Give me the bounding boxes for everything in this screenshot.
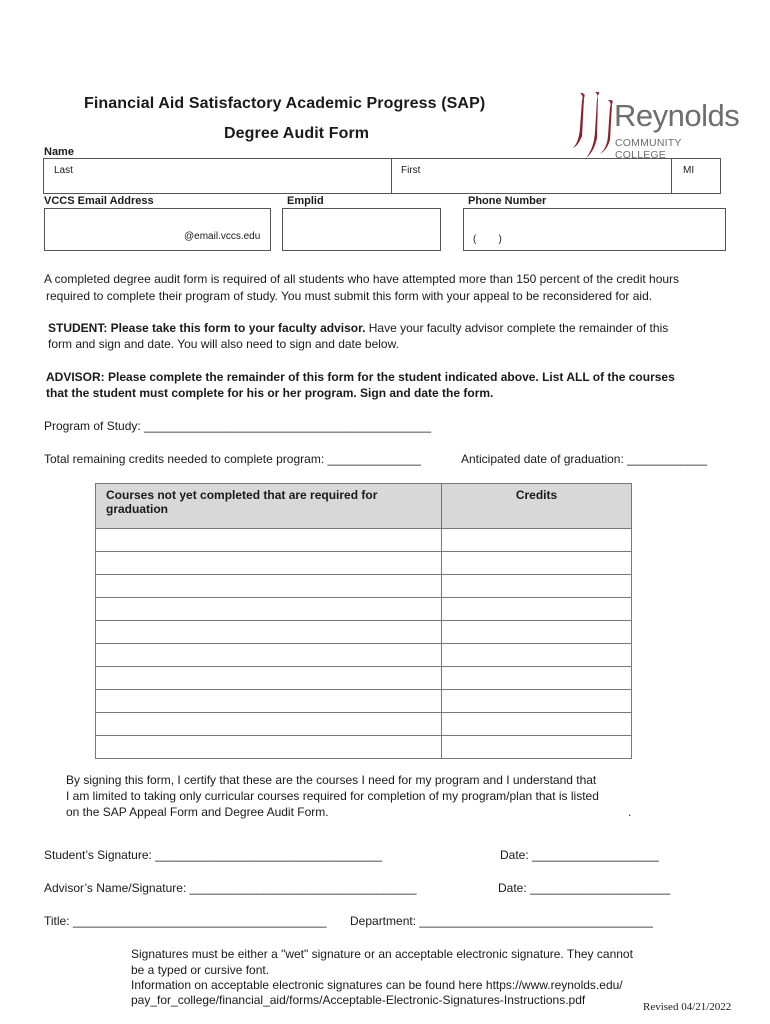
- footer-line-4: pay_for_college/financial_aid/forms/Acceptable-Electronic-Signatures-Instructions.pdf: [131, 993, 586, 1007]
- department-field[interactable]: Department: ___________________________________: [350, 914, 653, 928]
- last-name-field[interactable]: [43, 158, 392, 194]
- program-of-study-field[interactable]: Program of Study: ___________________________________________: [44, 419, 432, 433]
- credits-cell[interactable]: [442, 713, 632, 736]
- emplid-field[interactable]: [282, 208, 441, 251]
- credits-cell[interactable]: [442, 690, 632, 713]
- advisor-note-line-1: ADVISOR: Please complete the remainder of this form for the student indicated above. List ALL of the courses: [46, 370, 675, 384]
- credits-cell[interactable]: [442, 736, 632, 759]
- form-subtitle: Degree Audit Form: [224, 125, 370, 142]
- course-cell[interactable]: [96, 621, 442, 644]
- advisor-signature-field[interactable]: Advisor’s Name/Signature: __________________________________: [44, 881, 417, 895]
- phone-field[interactable]: [463, 208, 726, 251]
- phone-label: Phone Number: [468, 195, 547, 207]
- college-logo: [570, 92, 740, 162]
- course-cell[interactable]: [96, 713, 442, 736]
- table-row: [96, 736, 632, 759]
- student-note-line-1: [48, 320, 668, 337]
- course-cell[interactable]: [96, 529, 442, 552]
- course-cell[interactable]: [96, 552, 442, 575]
- certify-line-2: I am limited to taking only curricular courses required for completion of my program/plan that is listed: [66, 789, 599, 803]
- certify-line-1: By signing this form, I certify that these are the courses I need for my program and I understand that: [66, 773, 597, 787]
- logo-name: Reynolds: [614, 98, 740, 133]
- credits-cell[interactable]: [442, 621, 632, 644]
- student-date-field[interactable]: Date: ___________________: [500, 848, 659, 862]
- table-row: [96, 621, 632, 644]
- first-name-label: First: [401, 165, 421, 176]
- table-row: [96, 690, 632, 713]
- footer-line-3: Information on acceptable electronic signatures can be found here https://www.reynolds.edu/: [131, 978, 623, 992]
- revised-date: Revised 04/21/2022: [643, 1001, 732, 1013]
- table-row: [96, 575, 632, 598]
- intro-line-2: required to complete their program of study. You must submit this form with your appeal to be reconsidered for aid.: [46, 289, 653, 303]
- course-cell[interactable]: [96, 644, 442, 667]
- remaining-credits-field[interactable]: Total remaining credits needed to complete program: ______________: [44, 452, 421, 466]
- courses-column-header: Courses not yet completed that are required for graduation: [96, 484, 442, 529]
- course-cell[interactable]: [96, 690, 442, 713]
- emplid-label: Emplid: [287, 195, 324, 207]
- certify-line-3: on the SAP Appeal Form and Degree Audit Form.: [66, 805, 329, 819]
- mi-label: MI: [683, 165, 695, 176]
- credits-column-header: Credits: [442, 484, 632, 529]
- course-cell[interactable]: [96, 736, 442, 759]
- student-signature-field[interactable]: Student’s Signature: __________________________________: [44, 848, 383, 862]
- logo-subtitle: COMMUNITY COLLEGE: [615, 137, 682, 161]
- last-name-label: Last: [54, 165, 73, 176]
- course-cell[interactable]: [96, 575, 442, 598]
- table-row: [96, 713, 632, 736]
- table-row: [96, 529, 632, 552]
- table-row: [96, 552, 632, 575]
- credits-cell[interactable]: [442, 667, 632, 690]
- email-field[interactable]: [44, 208, 271, 251]
- phone-placeholder: ( ): [473, 234, 502, 245]
- student-note-line-2: form and sign and date. You will also need to sign and date below.: [48, 337, 399, 351]
- middle-initial-field[interactable]: [671, 158, 721, 194]
- course-cell[interactable]: [96, 667, 442, 690]
- table-row: [96, 598, 632, 621]
- student-note-bold: STUDENT: Please take this form to your faculty advisor.: [48, 321, 366, 335]
- email-suffix: @email.vccs.edu: [184, 231, 261, 242]
- form-title: Financial Aid Satisfactory Academic Progress (SAP): [84, 95, 486, 112]
- footer-line-2: be a typed or cursive font.: [131, 963, 270, 977]
- email-label: VCCS Email Address: [44, 195, 154, 207]
- first-name-field[interactable]: [391, 158, 672, 194]
- table-row: [96, 667, 632, 690]
- credits-cell[interactable]: [442, 575, 632, 598]
- student-note-rest: Have your faculty advisor complete the remainder of this: [365, 321, 669, 335]
- footer-line-1: Signatures must be either a "wet" signature or an acceptable electronic signature. They cannot: [131, 947, 633, 961]
- name-label: Name: [44, 146, 74, 158]
- advisor-date-field[interactable]: Date: _____________________: [498, 881, 671, 895]
- courses-table: [95, 483, 632, 759]
- advisor-note-line-2: that the student must complete for his or her program. Sign and date the form.: [46, 386, 494, 400]
- reynolds-mark-icon: [570, 92, 618, 160]
- intro-line-1: A completed degree audit form is required of all students who have attempted more than 150 percent of the credit hours: [44, 272, 680, 286]
- certify-dot: .: [628, 805, 632, 819]
- table-row: [96, 644, 632, 667]
- title-field[interactable]: Title: ______________________________________: [44, 914, 327, 928]
- credits-cell[interactable]: [442, 529, 632, 552]
- course-cell[interactable]: [96, 598, 442, 621]
- credits-cell[interactable]: [442, 598, 632, 621]
- credits-cell[interactable]: [442, 552, 632, 575]
- graduation-date-field[interactable]: Anticipated date of graduation: ____________: [461, 452, 708, 466]
- credits-cell[interactable]: [442, 644, 632, 667]
